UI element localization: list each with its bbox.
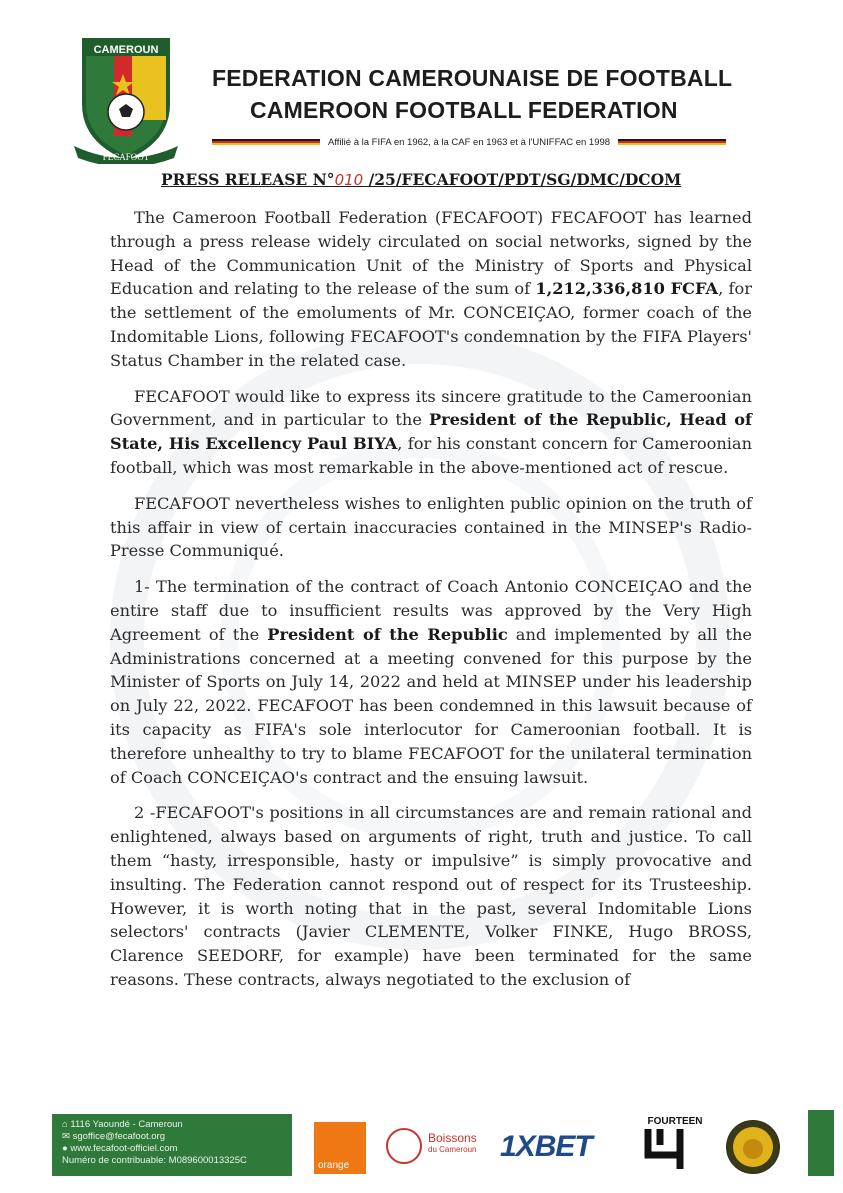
paragraph-3: FECAFOOT nevertheless wishes to enlighten public opinion on the truth of this affair in view of certain inaccuracies contained in the MINSEP's Radio-Presse Communiqué.	[110, 493, 752, 561]
footer	[0, 1110, 843, 1180]
p1-amount: 1,212,336,810 FCFA	[535, 279, 719, 299]
logo-text-bottom: FECAFOOT	[102, 152, 150, 162]
press-suffix: /25/FECAFOOT/PDT/SG/DMC/DCOM	[363, 170, 682, 189]
p4-text-c: and implemented by all the Administrations concerned at a meeting convened for this purpose by the Minister of Sports on July 14, 2022 and held at MINSEP under his leadership on July 22, 2022. FECAFOOT has been condemned in this lawsuit because of its capacity as FIFA's sole interlocutor for Cameroonian football. It is therefore unhealthy to try to blame FECAFOOT for the unilateral termination of Coach CONCEIÇAO's contract and the ensuing lawsuit.	[110, 624, 752, 787]
flag-stripe-left	[212, 139, 320, 145]
title-english: CAMEROON FOOTBALL FEDERATION	[250, 97, 678, 123]
taxpayer-number: Numéro de contribuable: M089600013325C	[62, 1155, 247, 1166]
affiliation-row	[212, 134, 772, 150]
paragraph-4	[110, 575, 752, 789]
affiliation-text: Affilié à la FIFA en 1962, à la CAF en 1963 et à l'UNIFFAC en 1998	[328, 136, 611, 148]
p4-text-a: 1- The termination of the contract of Coach Antonio CONCEIÇAO and the entire staff due to insufficient results was approved by the Very High Agreement of the	[110, 577, 752, 644]
address-line: ⌂ 1116 Yaoundé - Cameroun	[62, 1119, 183, 1130]
footer-green-bar	[808, 1110, 834, 1176]
press-release-heading	[161, 170, 721, 189]
1xbet-logo: 1XBET	[500, 1130, 592, 1163]
contact-block	[52, 1114, 292, 1176]
logo-text-top: CAMEROUN	[93, 44, 159, 56]
p1-text-a: The Cameroon Football Federation (FECAFOOT) FECAFOOT has learned through a press release widely circulated on social networks, signed by the Head of the Communication Unit of the Ministry of Sports and Physical Education and relating to the release of the sum of	[110, 208, 752, 299]
p1-text-c: , for the settlement of the emoluments of Mr. CONCEIÇAO, former coach of the Indomitable Lions, following FECAFOOT's condemnation by the FIFA Players' Status Chamber in the related case.	[110, 279, 752, 370]
address: 1116 Yaoundé - Cameroun	[70, 1119, 183, 1130]
taxpayer-line	[62, 1155, 292, 1167]
boissons-emblem-icon	[386, 1128, 422, 1164]
p2-text-c: , for his constant concern for Cameroonian football, which was most remarkable in the above-mentioned act of rescue.	[110, 434, 752, 477]
press-number: 010	[334, 171, 364, 189]
orange-label: orange	[318, 1160, 350, 1171]
title-french: FEDERATION CAMEROUNAISE DE FOOTBALL	[212, 65, 733, 91]
fourteen-logo	[640, 1116, 710, 1174]
lion-emblem-icon	[726, 1120, 780, 1174]
fecafoot-logo	[72, 34, 180, 164]
flag-stripe-right	[618, 139, 726, 145]
p4-president: President of the Republic	[267, 624, 508, 644]
paragraph-2	[110, 385, 752, 480]
boissons-sublabel: du Cameroun	[428, 1145, 477, 1154]
boissons-text	[428, 1132, 477, 1156]
release-body	[110, 206, 752, 1004]
website-line: ● www.fecafoot-officiel.com	[62, 1143, 178, 1154]
email: sgoffice@fecafoot.org	[72, 1131, 165, 1142]
boissons-label: Boissons	[428, 1131, 477, 1145]
p2-text-a: FECAFOOT would like to express its sincere gratitude to the Cameroonian Government, and in particular to the	[110, 386, 752, 430]
press-prefix: PRESS RELEASE N°	[161, 170, 335, 189]
p2-president: President of the Republic, Head of State, His Excellency Paul BIYA	[110, 410, 752, 454]
fourteen-label: FOURTEEN	[647, 1116, 703, 1127]
federation-title	[212, 62, 812, 126]
paragraph-1	[110, 206, 752, 373]
fourteen-mark-icon	[640, 1127, 710, 1171]
orange-logo	[314, 1122, 366, 1174]
website: www.fecafoot-officiel.com	[70, 1143, 178, 1154]
paragraph-5: 2 -FECAFOOT's positions in all circumstances are and remain rational and enlightened, always based on arguments of right, truth and justice. To call them “hasty, irresponsible, hasty or impulsive” is simply provocative and insulting. The Federation cannot respond out of respect for its Trusteeship. However, it is worth noting that in the past, several Indomitable Lions selectors' contracts (Javier CLEMENTE, Volker FINKE, Hugo BROSS, Clarence SEEDORF, for example) have been terminated for the same reasons. These contracts, always negotiated to the exclusion of	[110, 803, 752, 989]
email-line: ✉ sgoffice@fecafoot.org	[62, 1131, 165, 1142]
boissons-logo	[386, 1126, 486, 1166]
